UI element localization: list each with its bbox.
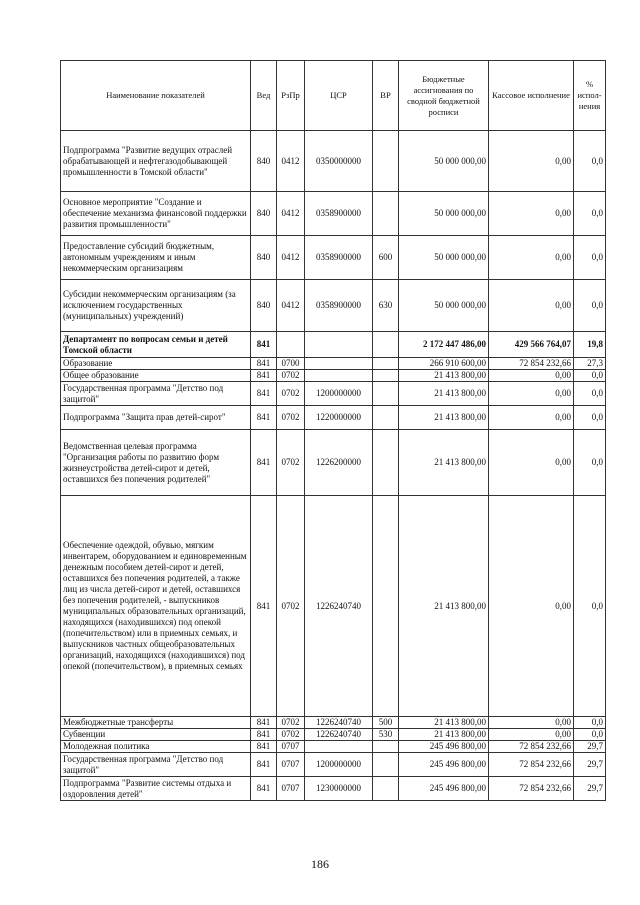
cell-ved: 840 bbox=[251, 192, 277, 236]
table-row bbox=[61, 332, 606, 358]
table-body bbox=[61, 131, 606, 801]
cell-cash: 0,00 bbox=[489, 192, 574, 236]
cell-vr bbox=[373, 777, 399, 801]
cell-cash: 0,00 bbox=[489, 430, 574, 496]
cell-vr bbox=[373, 496, 399, 717]
cell-vr: 530 bbox=[373, 729, 399, 741]
cell-csr: 1230000000 bbox=[305, 777, 373, 801]
cell-vr bbox=[373, 430, 399, 496]
cell-rzpr: 0702 bbox=[277, 717, 305, 729]
cell-name: Подпрограмма "Защита прав детей-сирот" bbox=[61, 406, 251, 430]
cell-cash: 429 566 764,07 bbox=[489, 332, 574, 358]
cell-cash: 72 854 232,66 bbox=[489, 358, 574, 370]
cell-percent: 0,0 bbox=[574, 192, 606, 236]
cell-vr bbox=[373, 358, 399, 370]
cell-budget: 50 000 000,00 bbox=[399, 192, 489, 236]
cell-name: Образование bbox=[61, 358, 251, 370]
header-vr: ВР bbox=[373, 61, 399, 131]
cell-budget: 266 910 600,00 bbox=[399, 358, 489, 370]
cell-cash: 0,00 bbox=[489, 382, 574, 406]
cell-cash: 0,00 bbox=[489, 496, 574, 717]
cell-ved: 840 bbox=[251, 131, 277, 192]
cell-name: Государственная программа "Детство под защитой" bbox=[61, 753, 251, 777]
table-row bbox=[61, 406, 606, 430]
cell-ved: 841 bbox=[251, 741, 277, 753]
cell-ved: 841 bbox=[251, 753, 277, 777]
cell-budget: 21 413 800,00 bbox=[399, 430, 489, 496]
cell-cash: 0,00 bbox=[489, 717, 574, 729]
cell-cash: 0,00 bbox=[489, 729, 574, 741]
table-row bbox=[61, 358, 606, 370]
cell-percent: 29,7 bbox=[574, 777, 606, 801]
cell-cash: 72 854 232,66 bbox=[489, 777, 574, 801]
cell-budget: 245 496 800,00 bbox=[399, 753, 489, 777]
table-row bbox=[61, 741, 606, 753]
cell-name: Ведомственная целевая программа "Организация работы по развитию форм жизнеустройства детей-сирот и детей, оставшихся без попечения родителей" bbox=[61, 430, 251, 496]
cell-rzpr: 0707 bbox=[277, 741, 305, 753]
cell-ved: 840 bbox=[251, 280, 277, 332]
cell-rzpr: 0702 bbox=[277, 729, 305, 741]
cell-cash: 0,00 bbox=[489, 406, 574, 430]
table-row bbox=[61, 370, 606, 382]
cell-ved: 841 bbox=[251, 370, 277, 382]
cell-percent: 29,7 bbox=[574, 753, 606, 777]
table-row bbox=[61, 717, 606, 729]
cell-vr: 600 bbox=[373, 236, 399, 280]
table-row bbox=[61, 131, 606, 192]
table-row bbox=[61, 777, 606, 801]
cell-vr bbox=[373, 406, 399, 430]
cell-name: Межбюджетные трансферты bbox=[61, 717, 251, 729]
cell-vr bbox=[373, 192, 399, 236]
cell-cash: 0,00 bbox=[489, 236, 574, 280]
cell-rzpr: 0700 bbox=[277, 358, 305, 370]
table-row bbox=[61, 753, 606, 777]
cell-budget: 21 413 800,00 bbox=[399, 370, 489, 382]
cell-rzpr: 0412 bbox=[277, 192, 305, 236]
cell-name: Молодежная политика bbox=[61, 741, 251, 753]
header-rzpr: РзПр bbox=[277, 61, 305, 131]
cell-csr: 1200000000 bbox=[305, 382, 373, 406]
table-row bbox=[61, 236, 606, 280]
cell-percent: 0,0 bbox=[574, 131, 606, 192]
cell-rzpr: 0707 bbox=[277, 777, 305, 801]
cell-budget: 21 413 800,00 bbox=[399, 717, 489, 729]
cell-name: Предоставление субсидий бюджетным, автономным учреждениям и иным некоммерческим организациям bbox=[61, 236, 251, 280]
cell-name: Подпрограмма "Развитие ведущих отраслей обрабатывающей и нефтегазодобывающей промышленности в Томской области" bbox=[61, 131, 251, 192]
cell-rzpr: 0412 bbox=[277, 236, 305, 280]
cell-percent: 29,7 bbox=[574, 741, 606, 753]
header-percent: % испол-нения bbox=[574, 61, 606, 131]
cell-vr bbox=[373, 753, 399, 777]
cell-percent: 0,0 bbox=[574, 496, 606, 717]
cell-percent: 0,0 bbox=[574, 382, 606, 406]
cell-ved: 841 bbox=[251, 777, 277, 801]
cell-csr: 1220000000 bbox=[305, 406, 373, 430]
cell-csr: 1226240740 bbox=[305, 717, 373, 729]
table-row bbox=[61, 729, 606, 741]
cell-budget: 245 496 800,00 bbox=[399, 777, 489, 801]
cell-cash: 72 854 232,66 bbox=[489, 741, 574, 753]
budget-table-sheet bbox=[60, 60, 605, 801]
cell-rzpr: 0702 bbox=[277, 382, 305, 406]
cell-name: Подпрограмма "Развитие системы отдыха и оздоровления детей" bbox=[61, 777, 251, 801]
cell-ved: 841 bbox=[251, 332, 277, 358]
page-number: 186 bbox=[311, 857, 329, 871]
cell-csr bbox=[305, 370, 373, 382]
budget-execution-table bbox=[60, 60, 606, 801]
cell-cash: 0,00 bbox=[489, 280, 574, 332]
cell-percent: 0,0 bbox=[574, 370, 606, 382]
cell-budget: 21 413 800,00 bbox=[399, 406, 489, 430]
header-csr: ЦСР bbox=[305, 61, 373, 131]
cell-rzpr: 0702 bbox=[277, 406, 305, 430]
cell-rzpr bbox=[277, 332, 305, 358]
cell-csr bbox=[305, 332, 373, 358]
table-header-row bbox=[61, 61, 606, 131]
table-row bbox=[61, 192, 606, 236]
cell-name: Субвенции bbox=[61, 729, 251, 741]
cell-csr: 0358900000 bbox=[305, 280, 373, 332]
header-name: Наименование показателей bbox=[61, 61, 251, 131]
cell-ved: 841 bbox=[251, 496, 277, 717]
cell-budget: 21 413 800,00 bbox=[399, 496, 489, 717]
cell-budget: 245 496 800,00 bbox=[399, 741, 489, 753]
cell-cash: 0,00 bbox=[489, 370, 574, 382]
cell-rzpr: 0412 bbox=[277, 280, 305, 332]
cell-ved: 841 bbox=[251, 406, 277, 430]
cell-vr bbox=[373, 382, 399, 406]
cell-percent: 0,0 bbox=[574, 236, 606, 280]
cell-csr bbox=[305, 741, 373, 753]
cell-vr: 630 bbox=[373, 280, 399, 332]
cell-csr: 1200000000 bbox=[305, 753, 373, 777]
cell-cash: 0,00 bbox=[489, 131, 574, 192]
cell-percent: 0,0 bbox=[574, 406, 606, 430]
cell-rzpr: 0412 bbox=[277, 131, 305, 192]
cell-csr: 0350000000 bbox=[305, 131, 373, 192]
cell-budget: 21 413 800,00 bbox=[399, 382, 489, 406]
cell-csr: 1226200000 bbox=[305, 430, 373, 496]
cell-ved: 841 bbox=[251, 358, 277, 370]
cell-percent: 0,0 bbox=[574, 280, 606, 332]
cell-ved: 841 bbox=[251, 717, 277, 729]
cell-csr: 1226240740 bbox=[305, 496, 373, 717]
cell-name: Департамент по вопросам семьи и детей Томской области bbox=[61, 332, 251, 358]
table-row bbox=[61, 430, 606, 496]
cell-vr bbox=[373, 131, 399, 192]
header-ved: Вед bbox=[251, 61, 277, 131]
cell-ved: 841 bbox=[251, 729, 277, 741]
cell-vr: 500 bbox=[373, 717, 399, 729]
cell-budget: 2 172 447 486,00 bbox=[399, 332, 489, 358]
cell-percent: 0,0 bbox=[574, 729, 606, 741]
cell-ved: 841 bbox=[251, 430, 277, 496]
cell-vr bbox=[373, 370, 399, 382]
cell-percent: 0,0 bbox=[574, 717, 606, 729]
cell-csr bbox=[305, 358, 373, 370]
cell-rzpr: 0707 bbox=[277, 753, 305, 777]
cell-name: Субсидии некоммерческим организациям (за исключением государственных (муниципальных) учреждений) bbox=[61, 280, 251, 332]
cell-budget: 50 000 000,00 bbox=[399, 236, 489, 280]
cell-percent: 27,3 bbox=[574, 358, 606, 370]
cell-budget: 50 000 000,00 bbox=[399, 280, 489, 332]
cell-percent: 19,8 bbox=[574, 332, 606, 358]
cell-vr bbox=[373, 332, 399, 358]
cell-csr: 0358900000 bbox=[305, 192, 373, 236]
cell-name: Основное мероприятие "Создание и обеспечение механизма финансовой поддержки развития промышленности" bbox=[61, 192, 251, 236]
header-budget: Бюджетные ассигнования по сводной бюджетной росписи bbox=[399, 61, 489, 131]
table-row bbox=[61, 280, 606, 332]
cell-name: Обеспечение одеждой, обувью, мягким инвентарем, оборудованием и единовременным денежным пособием детей-сирот и детей, оставшихся без попечения родителей, а также лиц из числа детей-сирот и детей, оставшихся без попечения родителей, - выпускников муниципальных образовательных организаций, находящихся (находившихся) под опекой (попечительством) или в приемных семьях, и выпускников частных общеобразовательных организаций, находящихся (находившихся) под опекой (попечительством), в приемных семьях bbox=[61, 496, 251, 717]
cell-cash: 72 854 232,66 bbox=[489, 753, 574, 777]
cell-ved: 841 bbox=[251, 382, 277, 406]
cell-name: Государственная программа "Детство под защитой" bbox=[61, 382, 251, 406]
cell-ved: 840 bbox=[251, 236, 277, 280]
cell-rzpr: 0702 bbox=[277, 496, 305, 717]
table-row bbox=[61, 496, 606, 717]
cell-name: Общее образование bbox=[61, 370, 251, 382]
cell-rzpr: 0702 bbox=[277, 370, 305, 382]
cell-percent: 0,0 bbox=[574, 430, 606, 496]
cell-csr: 0358900000 bbox=[305, 236, 373, 280]
table-row bbox=[61, 382, 606, 406]
cell-rzpr: 0702 bbox=[277, 430, 305, 496]
cell-csr: 1226240740 bbox=[305, 729, 373, 741]
cell-budget: 21 413 800,00 bbox=[399, 729, 489, 741]
cell-budget: 50 000 000,00 bbox=[399, 131, 489, 192]
header-cash: Кассовое исполнение bbox=[489, 61, 574, 131]
cell-vr bbox=[373, 741, 399, 753]
